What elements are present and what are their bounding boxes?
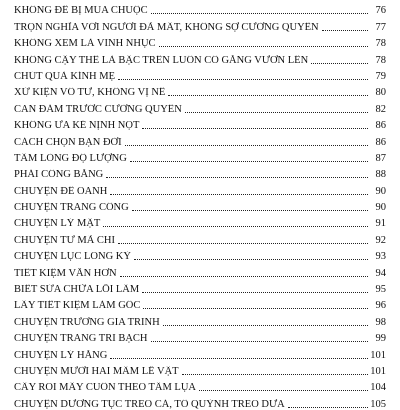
toc-entry-page: 78: [375, 38, 386, 50]
toc-entry-page: 91: [375, 218, 386, 230]
toc-entry-title: CÂY ROI MÂY CUỐN THEO TẤM LỤA: [14, 382, 197, 394]
toc-entry-title: CHUYỆN LÝ MẬT: [14, 218, 101, 230]
dot-leader: [118, 243, 368, 244]
toc-entry[interactable]: [14, 49, 386, 65]
toc-entry[interactable]: [14, 148, 386, 164]
toc-entry-title: LẤY TIẾT KIỆM LÀM GỐC: [14, 300, 141, 312]
dot-leader: [311, 63, 368, 64]
dot-leader: [288, 407, 368, 408]
dot-leader: [134, 259, 368, 260]
toc-entry-page: 82: [375, 103, 386, 115]
toc-entry-page: 79: [375, 70, 386, 82]
table-of-contents: [14, 0, 386, 410]
toc-entry-page: 96: [375, 300, 386, 312]
dot-leader: [118, 79, 368, 80]
dot-leader: [120, 276, 368, 277]
toc-entry[interactable]: [14, 279, 386, 295]
toc-entry-title: XỬ KIỆN VÔ TƯ, KHÔNG VỊ NỂ: [14, 87, 166, 99]
dot-leader: [185, 112, 368, 113]
toc-entry-page: 88: [375, 169, 386, 181]
toc-entry-page: 93: [375, 251, 386, 263]
toc-entry[interactable]: [14, 82, 386, 98]
toc-entry[interactable]: [14, 262, 386, 278]
toc-entry-page: 95: [375, 284, 386, 296]
toc-entry-title: CÁCH CHỌN BẠN ĐỜI: [14, 136, 122, 148]
toc-entry-title: BIẾT SỬA CHỮA LỖI LẦM: [14, 284, 140, 296]
toc-entry[interactable]: [14, 33, 386, 49]
dot-leader: [142, 128, 368, 129]
toc-entry-page: 104: [370, 382, 386, 394]
toc-entry-title: CHUYỆN TƯ MÃ CHI: [14, 234, 115, 246]
toc-entry-page: 90: [375, 202, 386, 214]
toc-entry-page: 99: [375, 333, 386, 345]
dot-leader: [106, 177, 368, 178]
toc-entry[interactable]: [14, 66, 386, 82]
toc-entry-title: CHUYỆN TRANG TRI BẠCH: [14, 333, 148, 345]
toc-entry-title: CHUYỆN TRƯƠNG GIA TRINH: [14, 316, 160, 328]
toc-entry-title: CHUYỆN ĐỀ OANH: [14, 185, 108, 197]
toc-entry-title: CHUYỆN MƯỜI HAI MÂM LỄ VẬT: [14, 365, 179, 377]
toc-entry-title: KHÔNG XEM LÀ VINH NHỤC: [14, 38, 156, 50]
toc-entry[interactable]: [14, 131, 386, 147]
toc-entry[interactable]: [14, 229, 386, 245]
toc-entry-page: 77: [375, 21, 386, 33]
toc-entry-page: 101: [370, 349, 386, 361]
dot-leader: [110, 358, 368, 359]
toc-entry-page: 78: [375, 54, 386, 66]
toc-entry[interactable]: [14, 98, 386, 114]
toc-entry-page: 101: [370, 365, 386, 377]
toc-entry-title: TẤM LÒNG ĐỘ LƯỢNG: [14, 152, 127, 164]
toc-entry[interactable]: [14, 197, 386, 213]
dot-leader: [125, 145, 368, 146]
toc-entry[interactable]: [14, 246, 386, 262]
toc-entry-title: CHÚT QUÀ KÍNH MẸ: [14, 70, 116, 82]
toc-entry-title: TIẾT KIỆM VẪN HƠN: [14, 267, 117, 279]
dot-leader: [142, 292, 368, 293]
dot-leader: [199, 390, 368, 391]
toc-entry[interactable]: [14, 295, 386, 311]
toc-entry-title: PHẢI CÔNG BẰNG: [14, 169, 104, 181]
toc-entry-page: 98: [375, 316, 386, 328]
toc-entry-page: 80: [375, 87, 386, 99]
toc-entry-page: 76: [375, 5, 386, 17]
toc-entry[interactable]: [14, 377, 386, 393]
dot-leader: [132, 210, 368, 211]
toc-entry[interactable]: [14, 0, 386, 16]
toc-entry-page: 94: [375, 267, 386, 279]
toc-entry[interactable]: [14, 16, 386, 32]
dot-leader: [182, 374, 368, 375]
toc-entry[interactable]: [14, 164, 386, 180]
toc-entry-title: CHUYỆN TRANG CÔNG: [14, 202, 129, 214]
toc-entry[interactable]: [14, 393, 386, 409]
toc-entry-title: TRỌN NGHĨA VỚI NGƯỜI ĐÃ MẤT, KHÔNG SỢ CƯỜNG QUYỀN: [14, 21, 319, 33]
toc-entry-title: CAN ĐẢM TRƯỚC CƯỜNG QUYỀN: [14, 103, 182, 115]
dot-leader: [168, 95, 368, 96]
toc-entry[interactable]: [14, 180, 386, 196]
toc-entry-title: KHÔNG ƯA KẺ NỊNH NỌT: [14, 120, 140, 132]
toc-entry[interactable]: [14, 213, 386, 229]
toc-entry-title: KHÔNG CẬY THẾ LÀ BẬC TRÊN LUÔN CỐ GẮNG VƯƠN LÊN: [14, 54, 309, 66]
toc-entry[interactable]: [14, 344, 386, 360]
dot-leader: [151, 13, 368, 14]
dot-leader: [322, 30, 368, 31]
toc-entry-title: CHUYỆN DƯƠNG TỤC TREO CÁ, TÔ QUỲNH TREO DƯA: [14, 398, 285, 410]
toc-entry-page: 90: [375, 185, 386, 197]
toc-entry-page: 86: [375, 120, 386, 132]
toc-entry-title: KHÔNG ĐỂ BỊ MUA CHUỘC: [14, 5, 148, 17]
dot-leader: [143, 308, 368, 309]
toc-entry-page: 105: [370, 398, 386, 410]
toc-entry[interactable]: [14, 115, 386, 131]
toc-entry-title: CHUYỆN LỤC LONG KỲ: [14, 251, 131, 263]
toc-entry[interactable]: [14, 311, 386, 327]
toc-entry-page: 92: [375, 234, 386, 246]
dot-leader: [130, 161, 368, 162]
toc-entry-page: 87: [375, 152, 386, 164]
toc-entry[interactable]: [14, 328, 386, 344]
dot-leader: [151, 341, 369, 342]
toc-entry-page: 86: [375, 136, 386, 148]
toc-entry[interactable]: [14, 361, 386, 377]
dot-leader: [159, 46, 368, 47]
dot-leader: [163, 325, 368, 326]
dot-leader: [110, 194, 368, 195]
toc-entry-title: CHUYỆN LÝ HẰNG: [14, 349, 108, 361]
dot-leader: [103, 226, 368, 227]
